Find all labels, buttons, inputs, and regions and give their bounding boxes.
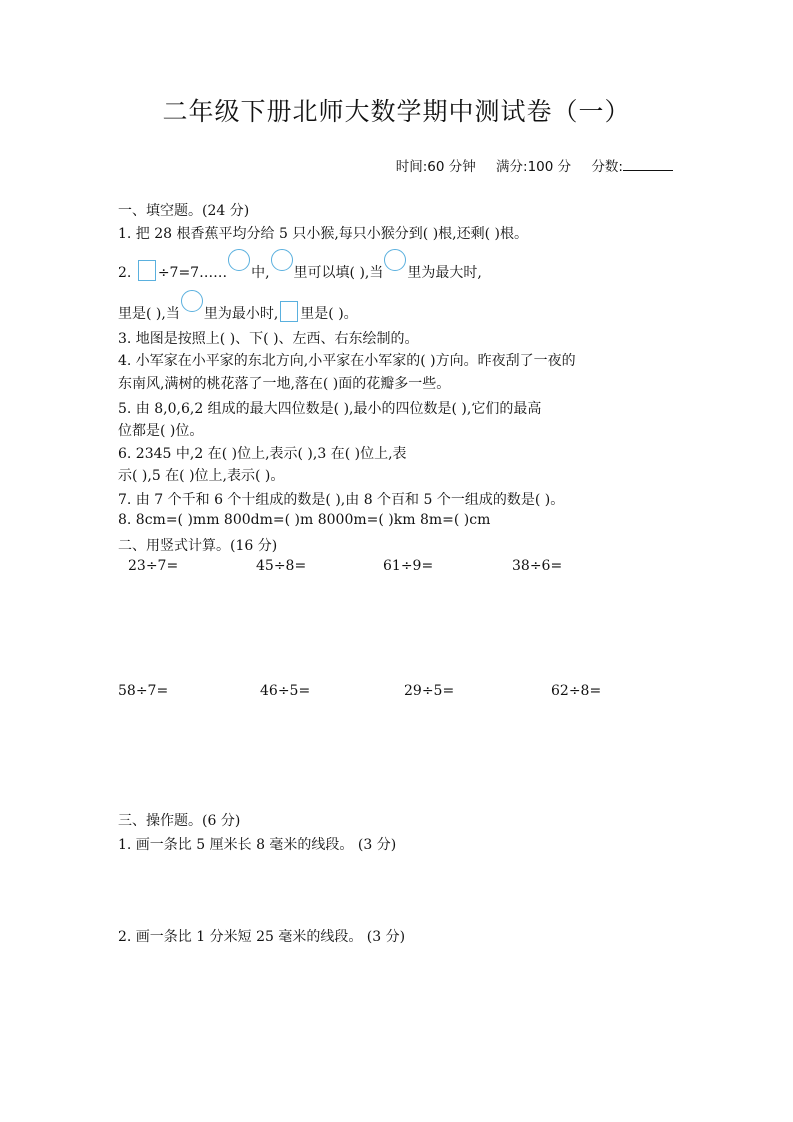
question-3-2: 2. 画一条比 1 分米短 25 毫米的线段。 (3 分) <box>118 929 406 945</box>
q2-text-d: 里为最大时, <box>407 265 482 281</box>
full-score-label: 满分:100 分 <box>496 159 572 175</box>
calc-item: 58÷7= <box>118 683 169 699</box>
calc-item: 23÷7= <box>128 558 179 574</box>
question-1-3: 3. 地图是按照上( )、下( )、左西、右东绘制的。 <box>118 331 419 347</box>
question-1-7: 7. 由 7 个千和 6 个十组成的数是( ),由 8 个百和 5 个一组成的数是( )。 <box>118 492 565 508</box>
square-box-icon <box>138 260 156 281</box>
question-1-1: 1. 把 28 根香蕉平均分给 5 只小猴,每只小猴分到( )根,还剩( )根。 <box>118 226 528 242</box>
question-1-2-line1 <box>118 257 482 282</box>
question-number: 2. <box>118 265 132 281</box>
exam-info <box>380 155 673 175</box>
calc-item: 45÷8= <box>256 558 307 574</box>
q2-text-g: 里是( )。 <box>300 306 358 322</box>
question-1-6-line2: 示( ),5 在( )位上,表示( )。 <box>118 468 285 484</box>
q2-text-e: 里是( ),当 <box>118 306 180 322</box>
calc-item: 62÷8= <box>551 683 602 699</box>
score-blank <box>623 158 673 171</box>
circle-icon <box>181 290 203 312</box>
section3-heading: 三、操作题。(6 分) <box>118 813 241 829</box>
q2-text-b: 中, <box>251 265 270 281</box>
question-1-5-line2: 位都是( )位。 <box>118 423 204 439</box>
section1-heading: 一、填空题。(24 分) <box>118 203 250 219</box>
q2-text-f: 里为最小时, <box>203 306 279 322</box>
question-1-4-line1: 4. 小军家在小平家的东北方向,小平家在小军家的( )方向。昨夜刮了一夜的 <box>118 353 576 369</box>
question-1-4-line2: 东南风,满树的桃花落了一地,落在( )面的花瓣多一些。 <box>118 376 451 392</box>
circle-icon <box>271 249 293 271</box>
question-1-8: 8. 8cm=( )mm 800dm=( )m 8000m=( )km 8m=( )cm <box>118 512 491 528</box>
page-title: 二年级下册北师大数学期中测试卷（一） <box>162 97 631 126</box>
circle-icon <box>228 249 250 271</box>
section2-heading: 二、用竖式计算。(16 分) <box>118 538 278 554</box>
time-label: 时间:60 分钟 <box>395 159 476 175</box>
question-3-1: 1. 画一条比 5 厘米长 8 毫米的线段。 (3 分) <box>118 837 397 853</box>
circle-icon <box>384 249 406 271</box>
square-box-icon <box>280 301 298 322</box>
calc-item: 38÷6= <box>512 558 563 574</box>
calc-item: 29÷5= <box>404 683 455 699</box>
calc-item: 46÷5= <box>260 683 311 699</box>
q2-text-c: 里可以填( ),当 <box>293 265 384 281</box>
calc-item: 61÷9= <box>383 558 434 574</box>
question-1-5-line1: 5. 由 8,0,6,2 组成的最大四位数是( ),最小的四位数是( ),它们的最高 <box>118 401 542 417</box>
q2-text-a: ÷7=7…… <box>157 265 228 281</box>
score-label: 分数: <box>591 159 623 175</box>
question-1-6-line1: 6. 2345 中,2 在( )位上,表示( ),3 在( )位上,表 <box>118 446 407 462</box>
question-1-2-line2 <box>118 298 358 323</box>
